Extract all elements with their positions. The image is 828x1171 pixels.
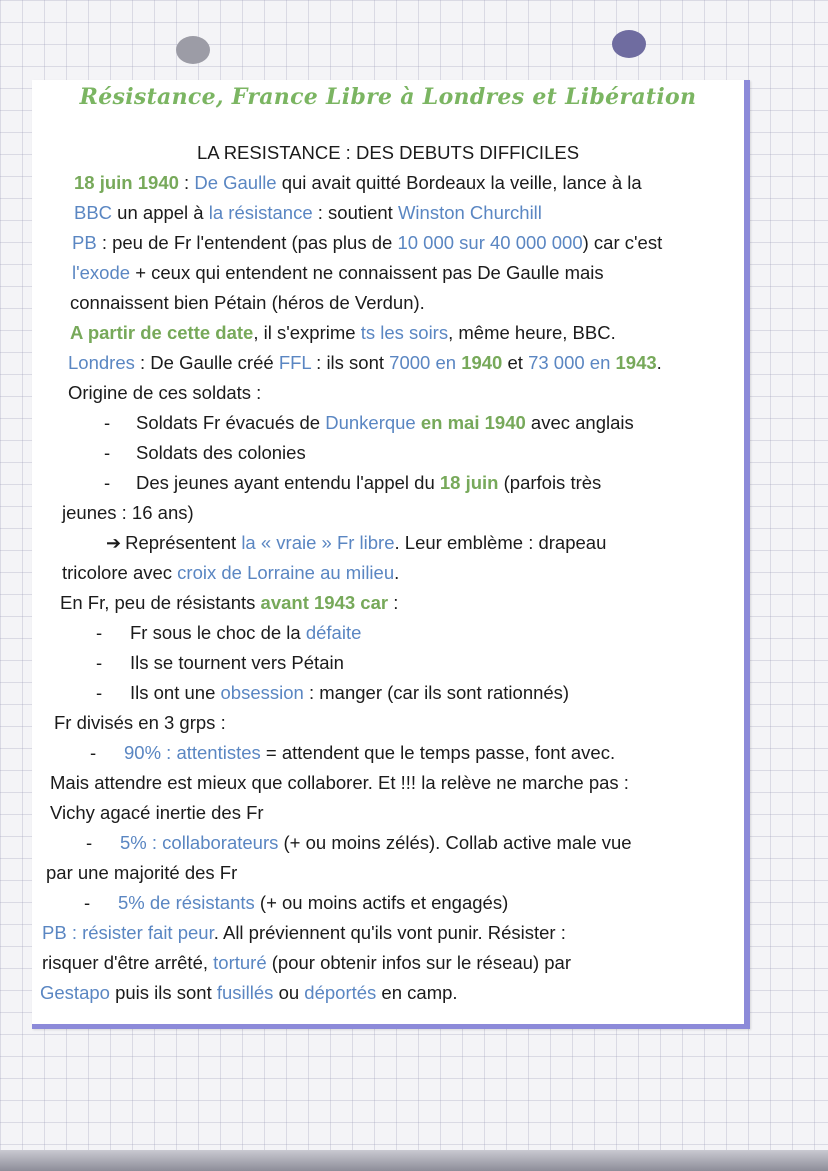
- text-line: [136, 412, 634, 434]
- text-segment: : manger (car ils sont rationnés): [303, 682, 570, 703]
- text-segment: (parfois très: [498, 472, 602, 493]
- note-card: [32, 80, 750, 1029]
- text-segment: : peu de Fr l'entendent (pas plus de: [96, 232, 398, 253]
- text-line: [42, 952, 571, 974]
- text-line: [130, 682, 569, 704]
- text-segment: De Gaulle: [194, 172, 277, 193]
- text-line: [42, 922, 566, 944]
- text-segment: 1940: [461, 352, 503, 373]
- text-line: [70, 292, 425, 314]
- text-segment: En Fr, peu de résistants: [60, 592, 261, 613]
- section-heading: LA RESISTANCE : DES DEBUTS DIFFICILES: [196, 142, 580, 163]
- text-segment: = attendent que le temps passe, font avec.: [260, 742, 616, 763]
- text-segment: , il s'exprime: [253, 322, 361, 343]
- text-line: [118, 892, 508, 914]
- text-segment: Mais attendre est mieux que collaborer. Et !!! la relève ne marche pas :: [50, 772, 629, 793]
- text-segment: , même heure, BBC.: [448, 322, 616, 343]
- text-segment: Soldats des colonies: [136, 442, 306, 463]
- text-segment: en camp.: [376, 982, 458, 1003]
- text-segment: .: [394, 562, 400, 583]
- text-segment: 18 juin 1940: [74, 172, 179, 193]
- text-segment: (pour obtenir infos sur le réseau) par: [266, 952, 571, 973]
- text-segment: et: [502, 352, 529, 373]
- text-segment: croix de Lorraine au milieu: [177, 562, 395, 583]
- text-line: [72, 232, 662, 254]
- text-segment: en mai 1940: [415, 412, 526, 433]
- text-segment: qui avait quitté Bordeaux la veille, lance à la: [276, 172, 642, 193]
- text-segment: tricolore avec: [62, 562, 178, 583]
- arrow-right-icon: ➔: [106, 533, 122, 553]
- text-segment: la « vraie » Fr libre: [241, 532, 395, 553]
- text-line: [136, 442, 306, 464]
- text-segment: risquer d'être arrêté,: [42, 952, 214, 973]
- text-segment: la résistance: [208, 202, 313, 223]
- text-segment: obsession: [220, 682, 304, 703]
- text-segment: puis ils sont: [109, 982, 217, 1003]
- text-segment: 5% de résistants: [118, 892, 255, 913]
- text-segment: torturé: [213, 952, 267, 973]
- text-line: [124, 742, 615, 764]
- text-segment: + ceux qui entendent ne connaissent pas De Gaulle mais: [130, 262, 604, 283]
- punch-hole-left: [176, 36, 210, 64]
- text-segment: avec anglais: [525, 412, 634, 433]
- text-line: [130, 652, 344, 674]
- text-segment: 1943: [615, 352, 657, 373]
- page-bottom-edge: [0, 1150, 828, 1171]
- bullet-dash: -: [86, 832, 93, 853]
- text-segment: Soldats Fr évacués de: [136, 412, 326, 433]
- text-line: [62, 562, 399, 584]
- bullet-dash: -: [104, 472, 111, 493]
- bullet-dash: -: [104, 442, 111, 463]
- text-line: [136, 472, 601, 494]
- bullet-dash: -: [90, 742, 97, 763]
- text-segment: 5% : collaborateurs: [120, 832, 279, 853]
- text-segment: 7000 en: [389, 352, 462, 373]
- text-segment: (+ ou moins actifs et engagés): [254, 892, 509, 913]
- text-segment: Origine de ces soldats :: [68, 382, 262, 403]
- text-segment: 73 000 en: [528, 352, 616, 373]
- text-line: [74, 202, 542, 224]
- page-title: Résistance, France Libre à Londres et Libération: [79, 84, 697, 110]
- text-segment: Vichy agacé inertie des Fr: [50, 802, 264, 823]
- text-segment: : soutient: [312, 202, 398, 223]
- text-segment: 90% : attentistes: [124, 742, 261, 763]
- text-line: [60, 592, 398, 614]
- text-segment: Fr sous le choc de la: [130, 622, 306, 643]
- text-line: [68, 382, 261, 404]
- bullet-dash: -: [104, 412, 111, 433]
- text-segment: BBC: [74, 202, 113, 223]
- text-line: [46, 862, 237, 884]
- text-line: [50, 772, 629, 794]
- text-segment: 18 juin: [439, 472, 499, 493]
- text-line: [62, 502, 194, 524]
- text-line: [68, 352, 662, 374]
- text-segment: défaite: [305, 622, 362, 643]
- text-segment: . Leur emblème : drapeau: [394, 532, 607, 553]
- text-segment: Londres: [68, 352, 135, 373]
- text-segment: :: [388, 592, 399, 613]
- text-segment: Winston Churchill: [397, 202, 542, 223]
- text-segment: connaissent bien Pétain (héros de Verdun).: [70, 292, 425, 313]
- text-segment: l'exode: [72, 262, 131, 283]
- text-segment: Représentent: [125, 532, 242, 553]
- text-line: [125, 532, 606, 553]
- text-segment: Ils ont une: [130, 682, 221, 703]
- text-segment: : ils sont: [311, 352, 390, 373]
- text-segment: ou: [273, 982, 305, 1003]
- text-segment: (+ ou moins zélés). Collab active male vue: [278, 832, 632, 853]
- text-segment: A partir de cette date: [70, 322, 254, 343]
- text-segment: ) car c'est: [582, 232, 663, 253]
- text-segment: :: [178, 172, 195, 193]
- text-line: [120, 832, 632, 854]
- text-segment: FFL: [278, 352, 312, 373]
- text-segment: PB: [72, 232, 97, 253]
- text-line: [40, 982, 458, 1004]
- text-segment: déportés: [304, 982, 377, 1003]
- bullet-dash: -: [96, 652, 103, 673]
- text-line: [70, 322, 616, 344]
- text-segment: . All préviennent qu'ils vont punir. Résister :: [213, 922, 566, 943]
- text-line: [130, 622, 361, 644]
- text-segment: .: [656, 352, 662, 373]
- text-segment: Dunkerque: [325, 412, 416, 433]
- text-segment: jeunes : 16 ans): [62, 502, 194, 523]
- text-line: [50, 802, 264, 824]
- text-segment: Ils se tournent vers Pétain: [130, 652, 344, 673]
- bullet-dash: -: [84, 892, 91, 913]
- text-line: [54, 712, 226, 734]
- text-segment: 10 000 sur 40 000 000: [397, 232, 583, 253]
- punch-hole-right: [612, 30, 646, 58]
- text-segment: fusillés: [216, 982, 274, 1003]
- text-line: [74, 172, 642, 194]
- text-segment: Des jeunes ayant entendu l'appel du: [136, 472, 440, 493]
- text-segment: Fr divisés en 3 grps :: [54, 712, 226, 733]
- text-segment: PB : résister fait peur: [42, 922, 214, 943]
- text-line: [72, 262, 604, 284]
- bullet-dash: -: [96, 622, 103, 643]
- text-segment: avant 1943 car: [260, 592, 389, 613]
- text-segment: ts les soirs: [360, 322, 449, 343]
- text-segment: par une majorité des Fr: [46, 862, 238, 883]
- text-segment: : De Gaulle créé: [134, 352, 279, 373]
- arrow-line: [106, 532, 606, 554]
- bullet-dash: -: [96, 682, 103, 703]
- text-segment: Gestapo: [40, 982, 110, 1003]
- text-segment: un appel à: [112, 202, 209, 223]
